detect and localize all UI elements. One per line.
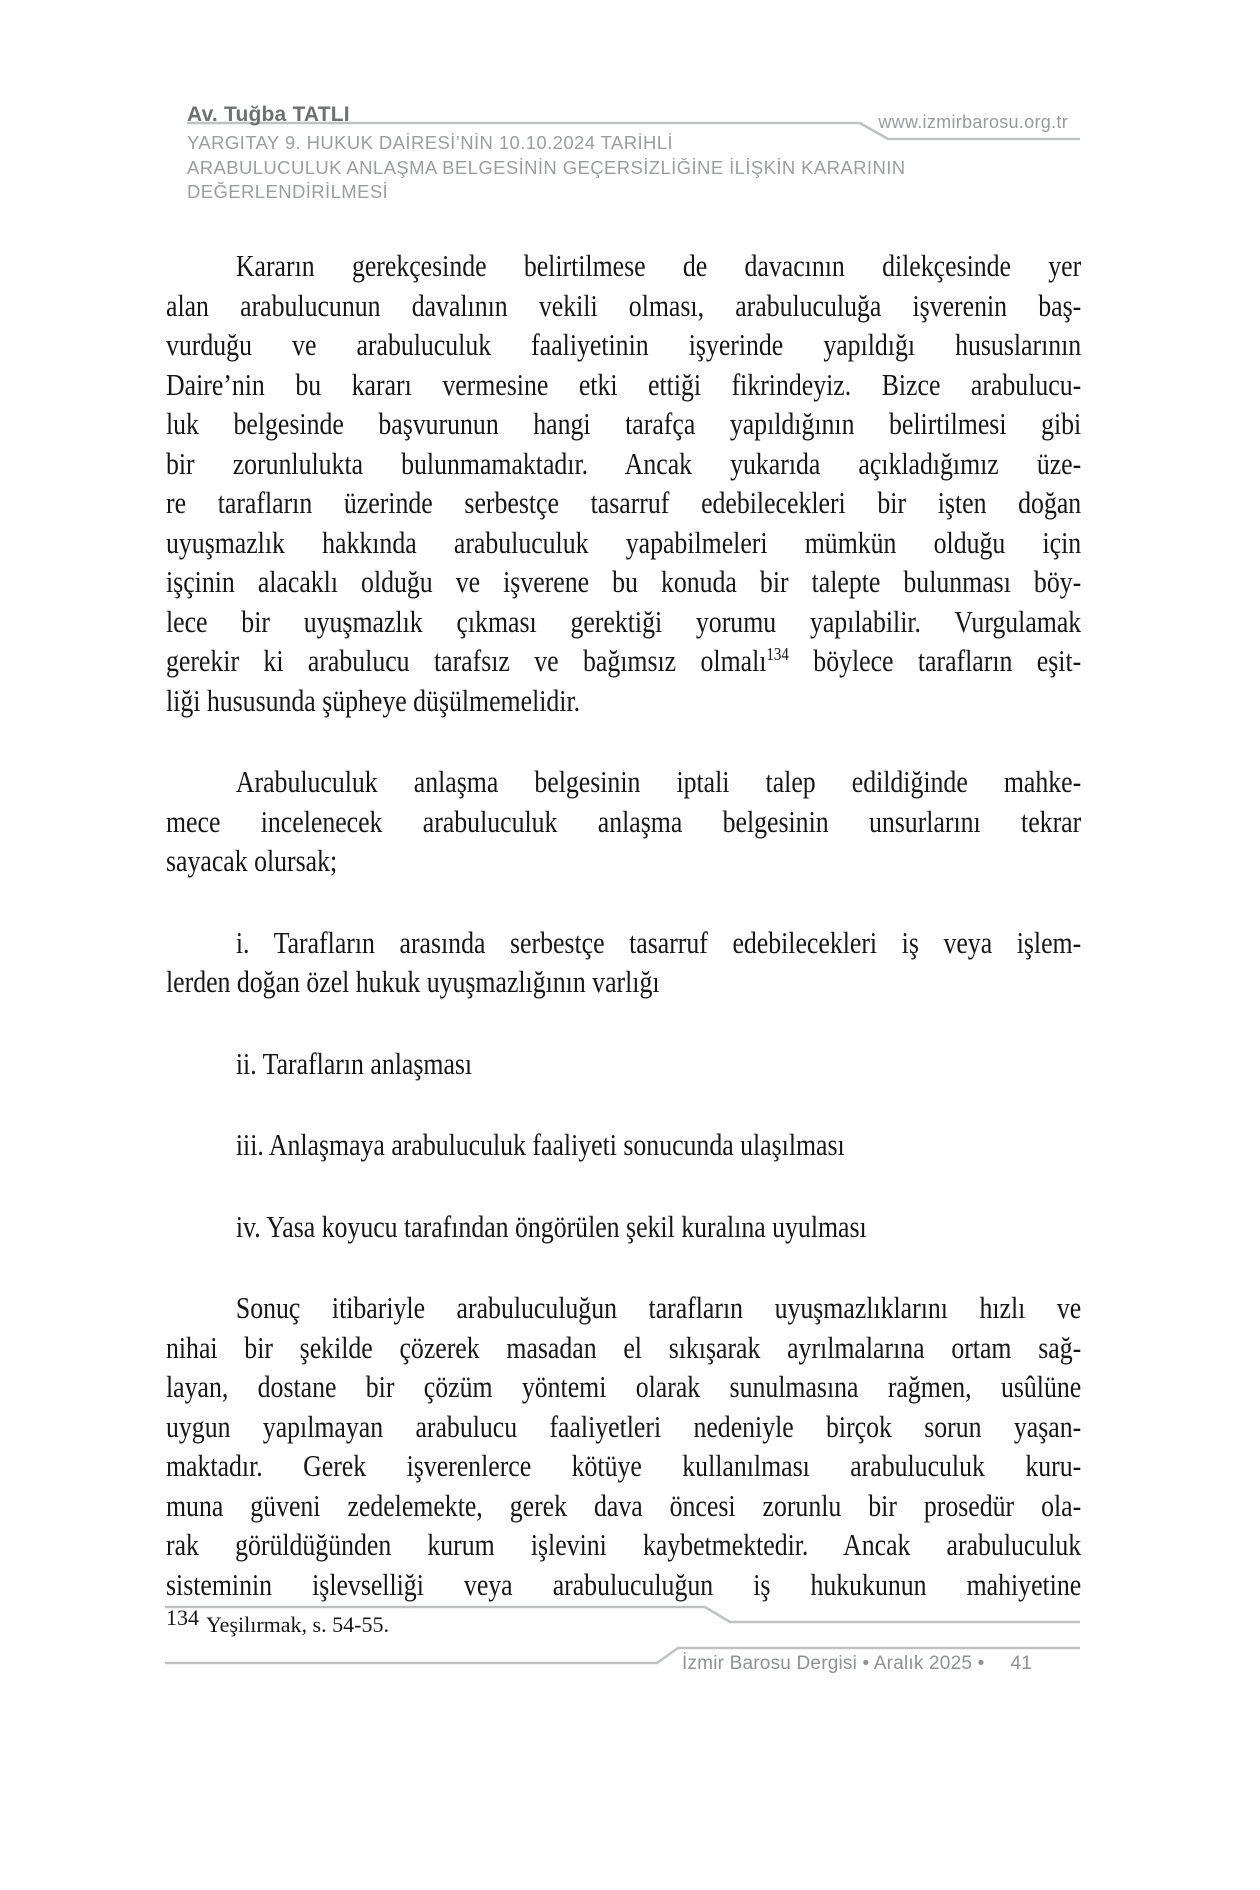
body-line: uyuşmazlık hakkında arabuluculuk yapabilmeleri mümkün olduğu için <box>166 524 1082 560</box>
title-line: YARGITAY 9. HUKUK DAİRESİ’NİN 10.10.2024 TARİHLİ <box>187 132 673 153</box>
paragraph <box>166 1288 1081 1604</box>
footnote <box>166 1605 389 1638</box>
body-line: Daire’nin bu kararı vermesine etki ettiği fikrindeyiz. Bizce arabulucu- <box>166 366 1082 402</box>
title-line: ARABULUCULUK ANLAŞMA BELGESİNİN GEÇERSİZLİĞİNE İLİŞKİN KARARININ <box>187 156 906 178</box>
footnote-number: 134 <box>166 1605 199 1630</box>
footnote-reference: 134 <box>766 644 789 664</box>
body-line: sisteminin işlevselliği veya arabuluculuğun iş hukukunun mahiyetine <box>166 1566 1082 1602</box>
body-line: lece bir uyuşmazlık çıkması gerektiği yorumu yapılabilir. Vurgulamak <box>166 603 1082 639</box>
body-line: uygun yapılmayan arabulucu faaliyetleri nedeniyle birçok sorun yaşan- <box>166 1408 1082 1444</box>
body-text <box>166 246 1081 1604</box>
body-line: mece incelenecek arabuluculuk anlaşma belgesinin unsurlarını tekrar <box>166 803 1082 839</box>
paragraph <box>166 762 1081 881</box>
body-line: vurduğu ve arabuluculuk faaliyetinin işyerinde yapıldığı hususlarının <box>166 327 1082 362</box>
body-line: maktadır. Gerek işverenlerce kötüye kullanılması arabuluculuk kuru- <box>166 1448 1082 1483</box>
paragraph <box>166 923 1081 1002</box>
body-line: bir zorunlulukta bulunmamaktadır. Ancak yukarıda açıkladığımız üze- <box>166 445 1082 481</box>
body-line: Kararın gerekçesinde belirtilmese de davacının dilekçesinde yer <box>235 248 1082 283</box>
title-line: DEĞERLENDİRİLMESİ <box>187 181 389 202</box>
body-line: liği hususunda şüpheye düşülmemelidir. <box>166 682 581 718</box>
website-url: www.izmirbarosu.org.tr <box>878 112 1068 132</box>
paragraph <box>166 1207 1081 1247</box>
author-name: Av. Tuğba TATLI <box>187 103 350 126</box>
body-line: sayacak olursak; <box>166 843 338 878</box>
paragraph <box>166 1125 1081 1165</box>
body-line: luk belgesinde başvurunun hangi tarafça yapıldığının belirtilmesi gibi <box>166 406 1082 441</box>
body-line <box>166 641 1081 681</box>
body-line: nihai bir şekilde çözerek masadan el sıkışarak ayrılmalarına ortam sağ- <box>166 1329 1082 1365</box>
page-number: 41 <box>1010 1653 1032 1674</box>
body-line: iii. Anlaşmaya arabuluculuk faaliyeti sonucunda ulaşılması <box>235 1127 845 1162</box>
body-line-text: böylece tarafların eşit- <box>788 643 1082 678</box>
footnote-text: Yeşilırmak, s. 54-55. <box>206 1612 389 1637</box>
body-line: layan, dostane bir çözüm yöntemi olarak sunulmasına rağmen, usûlüne <box>166 1369 1082 1404</box>
body-line: ii. Tarafların anlaşması <box>235 1045 473 1081</box>
article-title <box>187 131 1087 205</box>
body-line: alan arabulucunun davalının vekili olması, arabuluculuğa işverenin baş- <box>166 287 1082 323</box>
paragraph <box>166 246 1081 720</box>
body-line: Sonuç itibariyle arabuluculuğun tarafların uyuşmazlıklarını hızlı ve <box>235 1290 1082 1325</box>
page-footer <box>682 1653 1032 1675</box>
body-line: rak görüldüğünden kurum işlevini kaybetmektedir. Ancak arabuluculuk <box>166 1527 1082 1562</box>
body-line-text: gerekir ki arabulucu tarafsız ve bağımsız olmalı <box>166 643 767 678</box>
body-line: i. Tarafların arasında serbestçe tasarruf edebilecekleri iş veya işlem- <box>235 924 1082 960</box>
body-line: re tarafların üzerinde serbestçe tasarruf edebilecekleri bir işten doğan <box>166 485 1082 520</box>
body-line: lerden doğan özel hukuk uyuşmazlığının varlığı <box>166 964 660 999</box>
body-line: Arabuluculuk anlaşma belgesinin iptali talep edildiğinde mahke- <box>235 764 1082 799</box>
body-line: muna güveni zedelemekte, gerek dava öncesi zorunlu bir prosedür ola- <box>166 1487 1082 1523</box>
journal-name: İzmir Barosu Dergisi • Aralık 2025 • <box>682 1653 985 1674</box>
body-line: işçinin alacaklı olduğu ve işverene bu konuda bir talepte bulunması böy- <box>166 564 1082 599</box>
body-line: iv. Yasa koyucu tarafından öngörülen şekil kuralına uyulması <box>235 1208 867 1244</box>
paragraph <box>166 1044 1081 1084</box>
